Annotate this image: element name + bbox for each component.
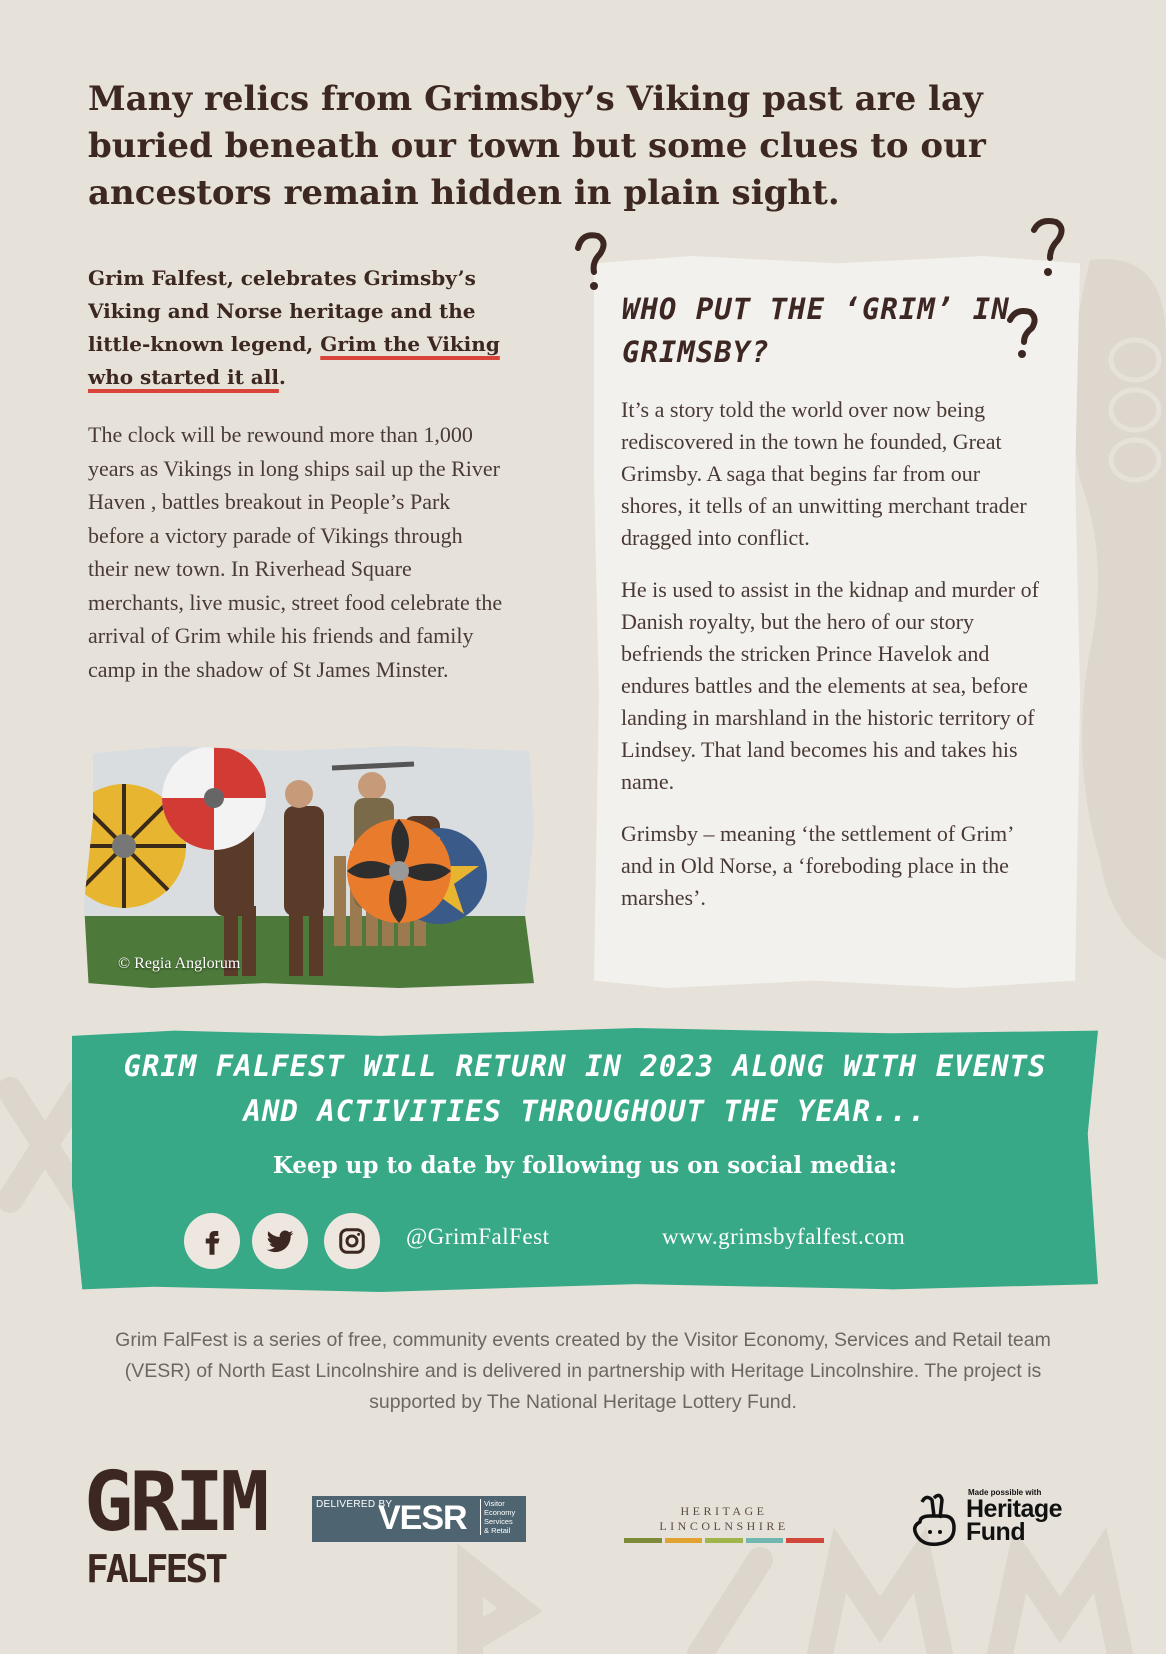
logo-grim-text: GRIM [84, 1455, 266, 1550]
vesr-delivered-by: DELIVERED BY [316, 1499, 393, 1510]
intro-underlined: Grim the Viking who started it all [88, 332, 500, 389]
facebook-icon[interactable] [184, 1213, 240, 1269]
story-title: WHO PUT THE ‘GRIM’ IN GRIMSBY? [622, 292, 1010, 369]
intro-text [88, 262, 508, 394]
photo-credit: © Regia Anglorum [118, 955, 241, 972]
question-mark-icon [572, 230, 612, 294]
story-paragraph: Grimsby – meaning ‘the settlement of Grim’ and in Old Norse, a ‘foreboding place in the marshes’. [621, 821, 1013, 910]
instagram-icon[interactable] [324, 1213, 380, 1269]
question-mark-icon [1026, 216, 1070, 280]
viking-reenactment-photo [84, 746, 534, 988]
heritage-fund-made: Made possible with [968, 1488, 1042, 1497]
story-body [621, 394, 1041, 934]
headline: Many relics from Grimsby’s Viking past are lay buried beneath our town but some clues to our ancestors remain hidden in plain sight. [88, 79, 986, 213]
story-paragraph: He is used to assist in the kidnap and murder of Danish royalty, but the hero of our story befriends the stricken Prince Havelok and endures battles and the elements at sea, before landing in marshland in the historic territory of Lindsey. That land becomes his and takes his name. [621, 577, 1039, 794]
vesr-side: Visitor Economy Services & Retail [480, 1499, 515, 1535]
heritage-lincolnshire-bars [624, 1538, 824, 1543]
heritage-fund-word: Heritage Fund [966, 1495, 1063, 1546]
story-paragraph: It’s a story told the world over now being rediscovered in the town he founded, Great Grimsby. A saga that begins far from our shores, it tells of an unwitting merchant trader dragged into conflict. [621, 397, 1027, 550]
social-handle[interactable]: @GrimFalFest [406, 1224, 550, 1249]
intro-lead: Grim Falfest, celebrates Grimsby’s Viking and Norse heritage and the little-known legend, [88, 266, 476, 356]
heritage-lincolnshire-text: HERITAGE LINCOLNSHIRE [659, 1504, 789, 1533]
banner-subtitle: Keep up to date by following us on social media: [272, 1152, 898, 1179]
heritage-lincolnshire-logo [624, 1504, 824, 1543]
body-left-paragraph: The clock will be rewound more than 1,000 years as Vikings in long ships sail up the River Haven , battles breakout in People’s Park before a victory parade of Vikings through their new town. In Riverhead Square merchants, live music, street food celebrate the arrival of Grim while his friends and family camp in the shadow of St James Minster. [88, 422, 503, 682]
banner-title: GRIM FALFEST WILL RETURN IN 2023 ALONG WITH EVENTS AND ACTIVITIES THROUGHOUT THE YEAR... [123, 1049, 1047, 1128]
crossed-fingers-icon [908, 1492, 962, 1550]
footnote: Grim FalFest is a series of free, community events created by the Visitor Economy, Services and Retail team (VESR) of North East Lincolnshire and is delivered in partnership with Heritage Lincolnshire. The project is supported by The National Heritage Lottery Fund. [115, 1329, 1051, 1413]
website-link[interactable]: www.grimsbyfalfest.com [662, 1224, 906, 1249]
heritage-fund-logo [908, 1488, 1084, 1552]
twitter-icon[interactable] [252, 1213, 308, 1269]
logo-falfest-text: FALFEST [86, 1547, 226, 1591]
grim-falfest-logo [84, 1452, 266, 1591]
vesr-big: VESR [378, 1499, 467, 1537]
intro-end: . [278, 365, 286, 389]
vesr-logo [312, 1496, 526, 1542]
